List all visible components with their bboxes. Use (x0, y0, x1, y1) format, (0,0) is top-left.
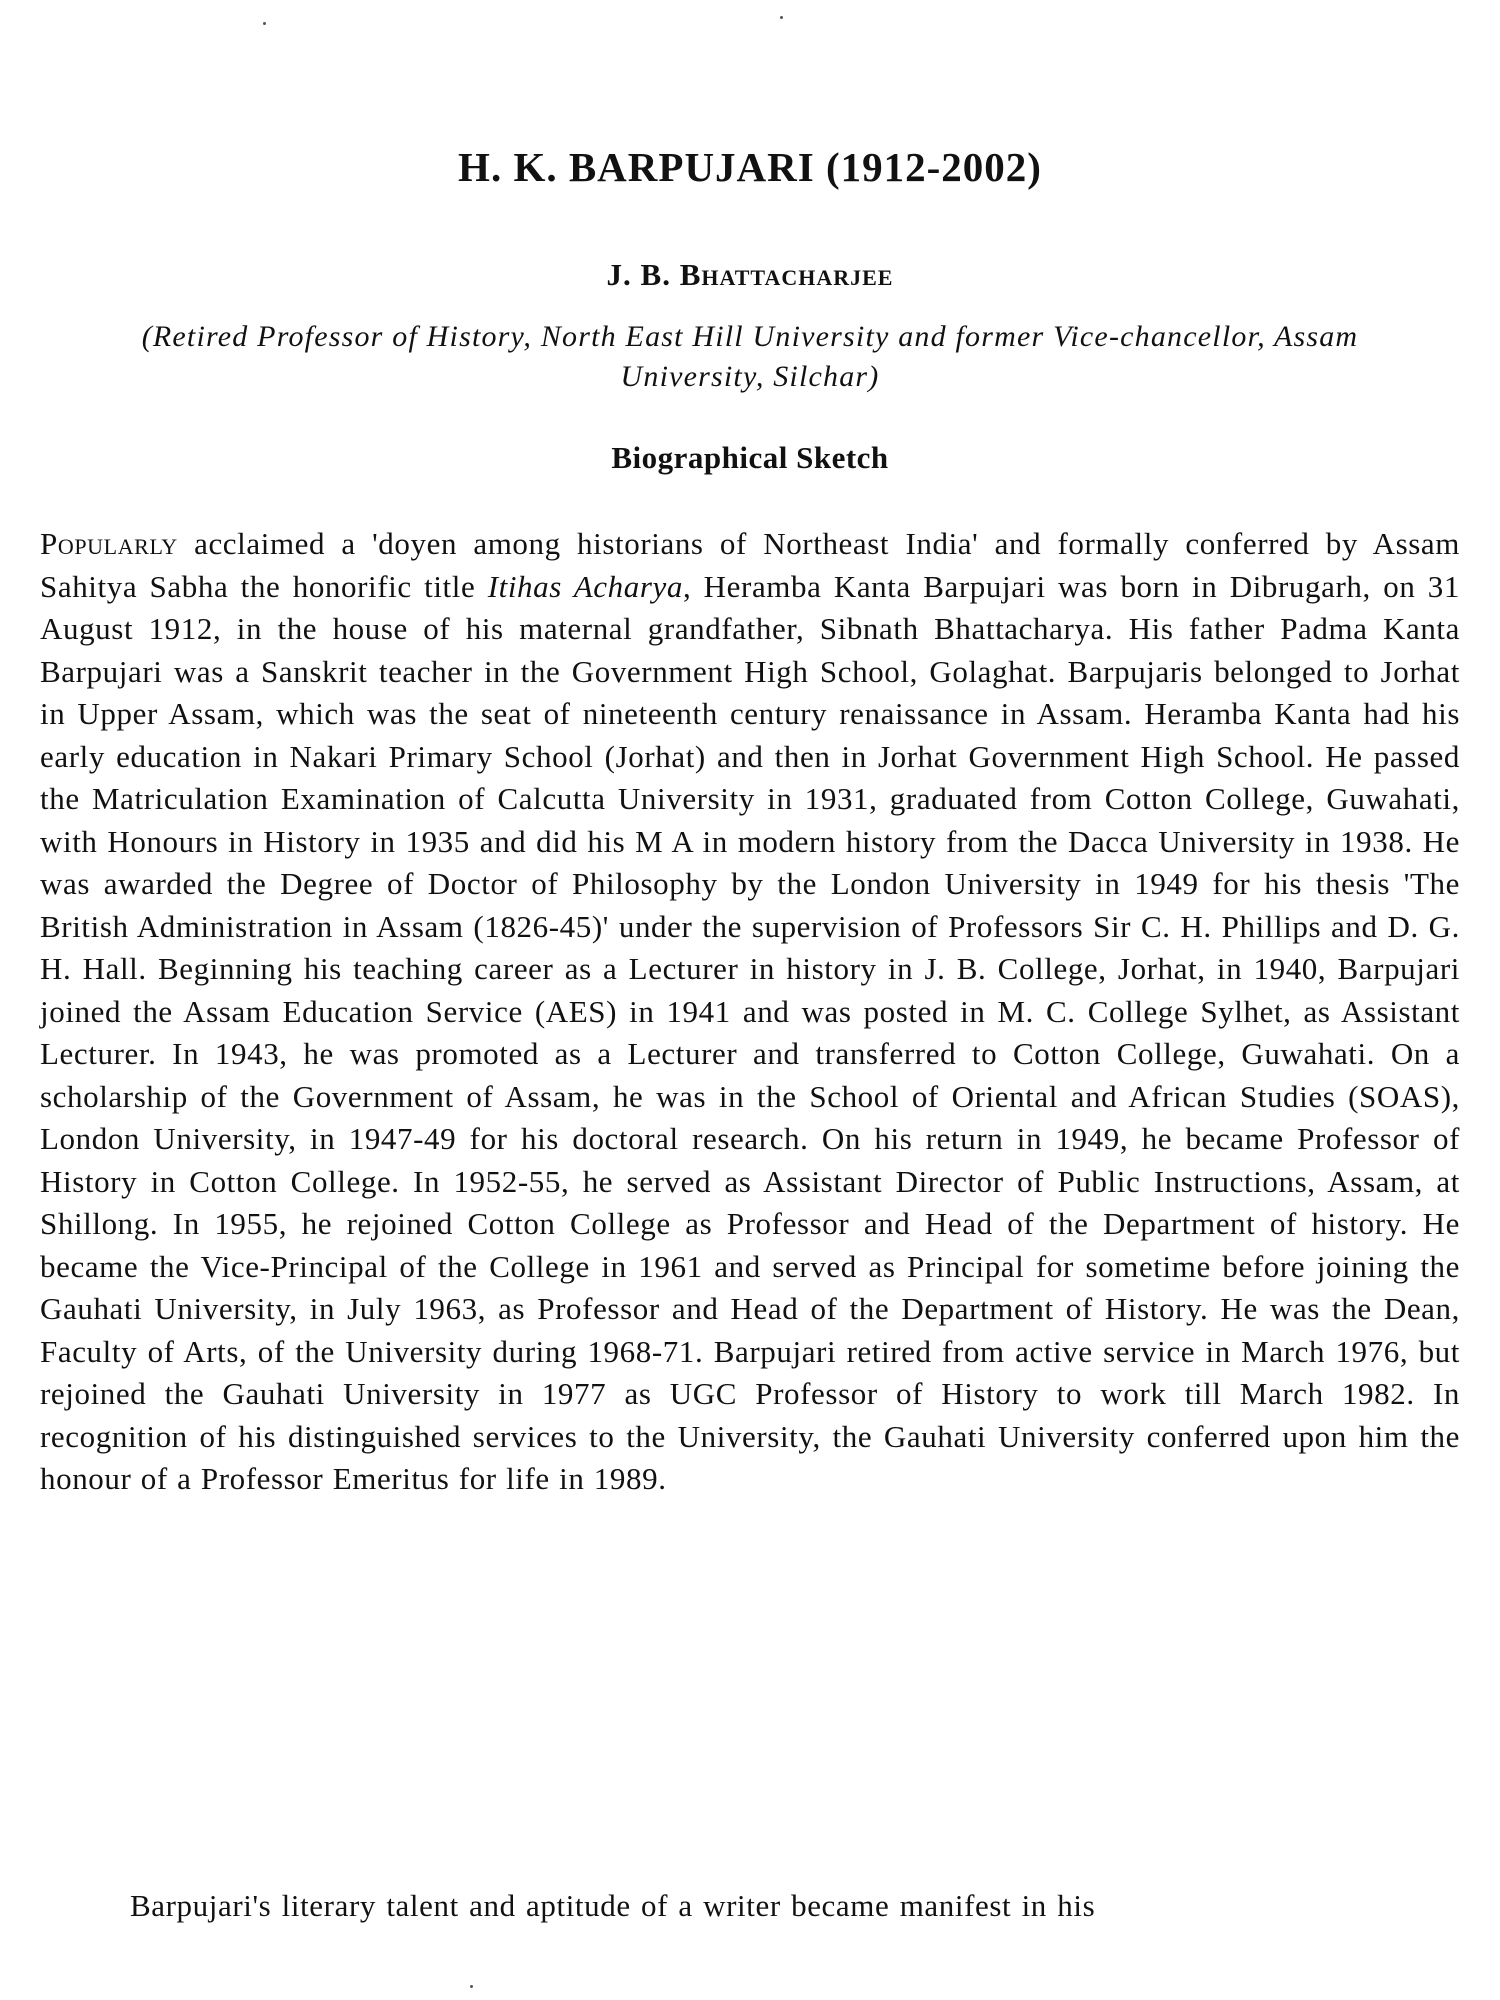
scan-speck (780, 16, 783, 19)
author-surname: Bhattacharjee (679, 257, 894, 292)
author-initials: J. B. (606, 257, 680, 292)
scan-speck (263, 22, 266, 25)
scan-speck (470, 1985, 473, 1988)
author-affiliation: (Retired Professor of History, North East Hill University and former Vice-chancellor, Assam University, Silchar) (141, 320, 1359, 393)
author-name (0, 257, 1500, 293)
section-heading: Biographical Sketch (611, 440, 889, 475)
lead-word: Popularly (40, 526, 178, 561)
paragraph-1-text-a: acclaimed a 'doyen among historians of Northeast India' and formally conferred by Assam Sahitya Sabha the honorific title (40, 526, 1460, 604)
body-paragraph-1 (40, 523, 1460, 1501)
body-paragraph-2: Barpujari's literary talent and aptitude of a writer became manifest in his (130, 1888, 1096, 1923)
honorific-title: Itihas Acharya (487, 568, 683, 604)
paragraph-1-text-b: , Heramba Kanta Barpujari was born in Dibrugarh, on 31 August 1912, in the house of his maternal grandfather, Sibnath Bhattacharya. His father Padma Kanta Barpujari was a Sanskrit teacher in the Government High School, Golaghat. Barpujaris belonged to Jorhat in Upper Assam, which was the seat of nineteenth century renaissance in Assam. Heramba Kanta had his early education in Nakari Primary School (Jorhat) and then in Jorhat Government High School. He passed the Matriculation Examination of Calcutta University in 1931, graduated from Cotton College, Guwahati, with Honours in History in 1935 and did his M A in modern history from the Dacca University in 1938. He was awarded the Degree of Doctor of Philosophy by the London University in 1949 for his thesis 'The British Administration in Assam (1826-45)' under the supervision of Professors Sir C. H. Phillips and D. G. H. Hall. Beginning his teaching career as a Lecturer in history in J. B. College, Jorhat, in 1940, Barpujari joined the Assam Education Service (AES) in 1941 and was posted in M. C. College Sylhet, as Assistant Lecturer. In 1943, he was promoted as a Lecturer and transferred to Cotton College, Guwahati. On a scholarship of the Government of Assam, he was in the School of Oriental and African Studies (SOAS), London University, in 1947-49 for his doctoral research. On his return in 1949, he became Professor of History in Cotton College. In 1952-55, he served as Assistant Director of Public Instructions, Assam, at Shillong. In 1955, he rejoined Cotton College as Professor and Head of the Department of history. He became the Vice-Principal of the College in 1961 and served as Principal for sometime before joining the Gauhati University, in July 1963, as Professor and Head of the Department of History. He was the Dean, Faculty of Arts, of the University during 1968-71. Barpujari retired from active service in March 1976, but rejoined the Gauhati University in 1977 as UGC Professor of History to work till March 1982. In recognition of his distinguished services to the University, the Gauhati University conferred upon him the honour of a Professor Emeritus for life in 1989. (40, 568, 1461, 1496)
article-title: H. K. BARPUJARI (1912-2002) (458, 144, 1042, 190)
